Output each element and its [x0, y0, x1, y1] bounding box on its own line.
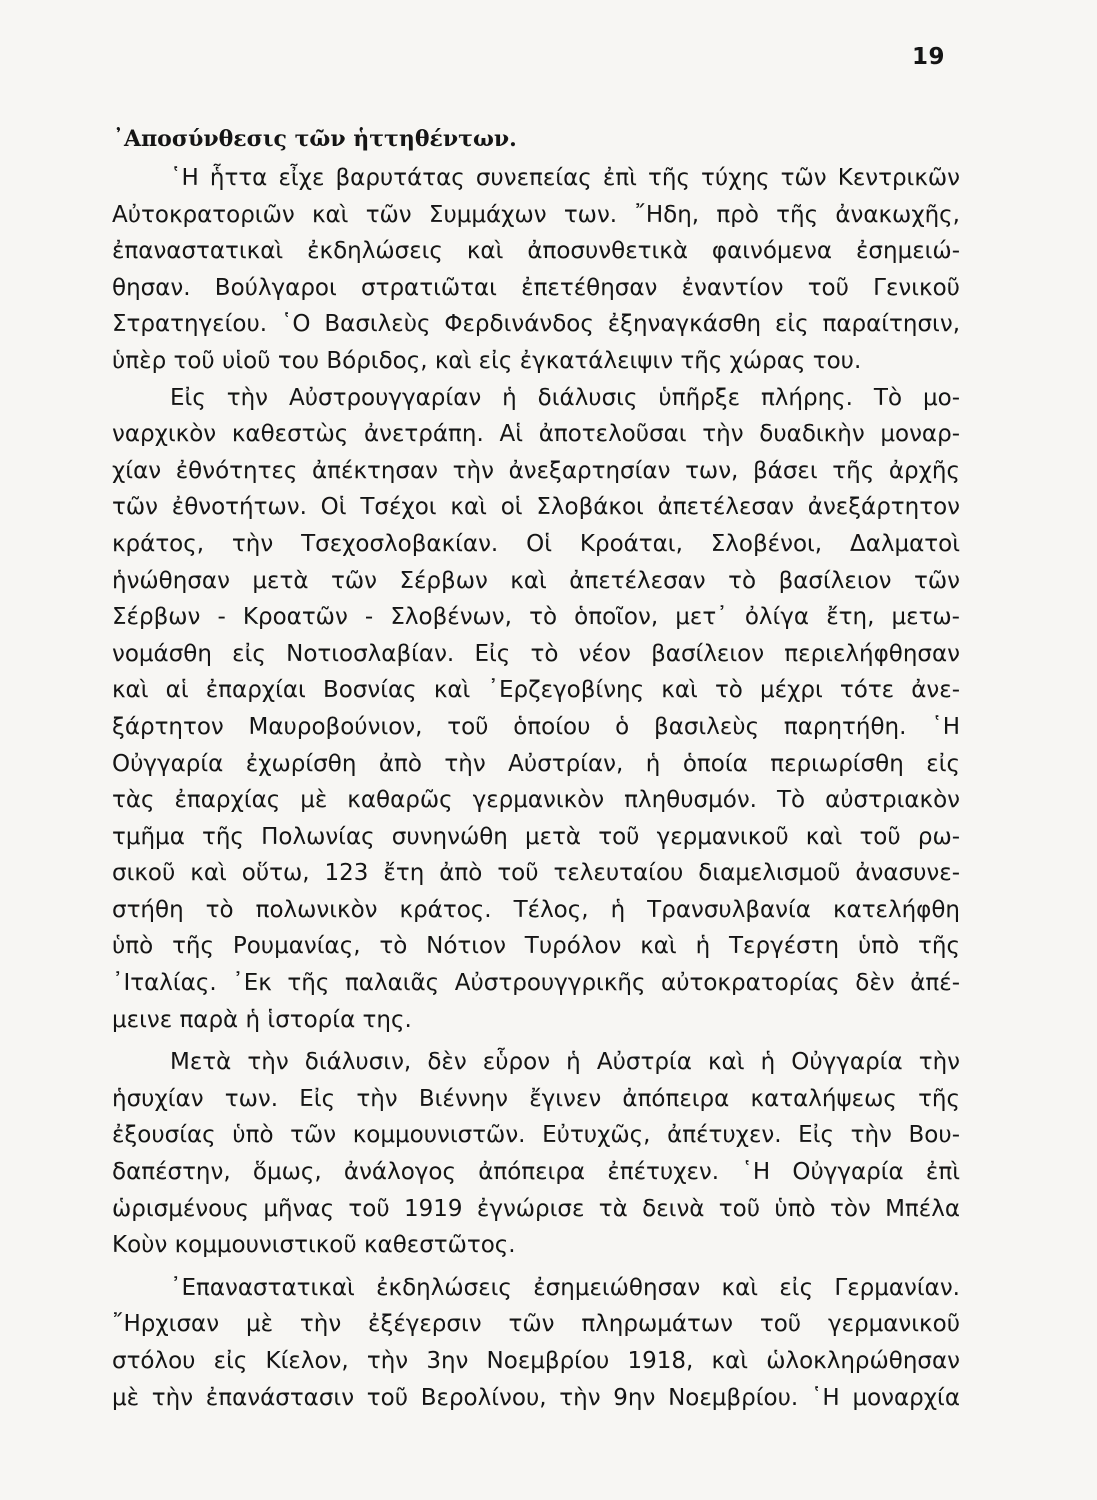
text-line: Κοὺν κομμουνιστικοῦ καθεστῶτος. [112, 1232, 516, 1259]
section-heading: ᾽Αποσύνθεσις τῶν ἡττηθέντων. [113, 126, 517, 152]
text-line: Αὐτοκρατοριῶν καὶ τῶν Συμμάχων των. ῎Ηδη, πρὸ τῆς ἀνακωχῆς, [112, 201, 960, 228]
text-line: τῶν ἐθνοτήτων. Οἱ Τσέχοι καὶ οἱ Σλοβάκοι ἀπετέλεσαν ἀνεξάρτητον [112, 494, 960, 521]
text-line: ᾽Επαναστατικαὶ ἐκδηλώσεις ἐσημειώθησαν καὶ εἰς Γερμανίαν. [170, 1274, 960, 1301]
text-line: ὑπὸ τῆς Ρουμανίας, τὸ Νότιον Τυρόλον καὶ ἡ Τεργέστη ὑπὸ τῆς [112, 933, 960, 960]
text-line: Οὐγγαρία ἐχωρίσθη ἀπὸ τὴν Αὐστρίαν, ἡ ὁποία περιωρίσθη εἰς [112, 750, 960, 777]
text-line: ἐπαναστατικαὶ ἐκδηλώσεις καὶ ἀποσυνθετικὰ φαινόμενα ἐσημειώ- [112, 238, 960, 265]
paragraph [112, 1270, 960, 1416]
paragraph [112, 1044, 960, 1264]
text-line: τὰς ἐπαρχίας μὲ καθαρῶς γερμανικὸν πληθυσμόν. Τὸ αὐστριακὸν [112, 787, 960, 814]
paragraph [112, 160, 960, 380]
text-line: ἡσυχίαν των. Εἰς τὴν Βιέννην ἔγινεν ἀπόπειρα καταλήψεως τῆς [112, 1085, 960, 1112]
text-line: στόλου εἰς Κίελον, τὴν 3ην Νοεμβρίου 1918, καὶ ὡλοκληρώθησαν [112, 1348, 960, 1374]
text-line: ναρχικὸν καθεστὼς ἀνετράπη. Αἱ ἀποτελοῦσαι τὴν δυαδικὴν μοναρ- [112, 421, 960, 448]
text-line: δαπέστην, ὅμως, ἀνάλογος ἀπόπειρα ἐπέτυχεν. ῾Η Οὐγγαρία ἐπὶ [112, 1159, 960, 1186]
text-line: Μετὰ τὴν διάλυσιν, δὲν εὗρον ἡ Αὐστρία καὶ ἡ Οὐγγαρία τὴν [170, 1049, 960, 1076]
text-line: ὡρισμένους μῆνας τοῦ 1919 ἐγνώρισε τὰ δεινὰ τοῦ ὑπὸ τὸν Μπέλα [112, 1195, 960, 1222]
text-line: Στρατηγείου. ῾Ο Βασιλεὺς Φερδινάνδος ἐξηναγκάσθη εἰς παραίτησιν, [112, 311, 960, 338]
text-line: καὶ αἱ ἐπαρχίαι Βοσνίας καὶ ᾽Ερζεγοβίνης καὶ τὸ μέχρι τότε ἀνε- [112, 677, 960, 704]
text-line: ῎Ηρχισαν μὲ τὴν ἐξέγερσιν τῶν πληρωμάτων τοῦ γερμανικοῦ [112, 1311, 960, 1338]
text-line: τμῆμα τῆς Πολωνίας συνηνώθη μετὰ τοῦ γερμανικοῦ καὶ τοῦ ρω- [112, 823, 960, 850]
text-line: ξάρτητον Μαυροβούνιον, τοῦ ὁποίου ὁ βασιλεὺς παρητήθη. ῾Η [112, 713, 960, 740]
text-line: ἐξουσίας ὑπὸ τῶν κομμουνιστῶν. Εὐτυχῶς, ἀπέτυχεν. Εἰς τὴν Βου- [112, 1122, 960, 1149]
text-line: χίαν ἐθνότητες ἀπέκτησαν τὴν ἀνεξαρτησίαν των, βάσει τῆς ἀρχῆς [112, 457, 960, 484]
text-line: στήθη τὸ πολωνικὸν κράτος. Τέλος, ἡ Τρανσυλβανία κατελήφθη [112, 896, 960, 923]
text-line: ᾽Ιταλίας. ᾽Εκ τῆς παλαιᾶς Αὐστρουγγρικῆς αὐτοκρατορίας δὲν ἀπέ- [112, 970, 960, 997]
page-number: 19 [912, 44, 946, 70]
body-text [112, 160, 960, 1416]
text-line: ῾Η ἧττα εἶχε βαρυτάτας συνεπείας ἐπὶ τῆς τύχης τῶν Κεντρικῶν [170, 165, 960, 191]
text-line: Σέρβων - Κροατῶν - Σλοβένων, τὸ ὁποῖον, μετ᾽ ὀλίγα ἔτη, μετω- [112, 604, 960, 631]
text-line: ἡνώθησαν μετὰ τῶν Σέρβων καὶ ἀπετέλεσαν τὸ βασίλειον τῶν [112, 567, 960, 594]
text-line: Εἰς τὴν Αὐστρουγγαρίαν ἡ διάλυσις ὑπῆρξε πλήρης. Τὸ μο- [170, 384, 960, 411]
text-line: θησαν. Βούλγαροι στρατιῶται ἐπετέθησαν ἐναντίον τοῦ Γενικοῦ [112, 274, 960, 301]
paragraph [112, 380, 960, 1039]
text-line: νομάσθη εἰς Νοτιοσλαβίαν. Εἰς τὸ νέον βασίλειον περιελήφθησαν [112, 640, 960, 667]
text-line: μὲ τὴν ἐπανάστασιν τοῦ Βερολίνου, τὴν 9ην Νοεμβρίου. ῾Η μοναρχία [112, 1384, 960, 1411]
text-line: ὑπὲρ τοῦ υἱοῦ του Βόριδος, καὶ εἰς ἐγκατάλειψιν τῆς χώρας του. [112, 347, 862, 374]
text-line: μεινε παρὰ ἡ ἱστορία της. [112, 1006, 412, 1033]
text-line: σικοῦ καὶ οὕτω, 123 ἔτη ἀπὸ τοῦ τελευταίου διαμελισμοῦ ἀνασυνε- [112, 860, 960, 887]
text-line: κράτος, τὴν Τσεχοσλοβακίαν. Οἱ Κροάται, Σλοβένοι, Δαλματοὶ [112, 530, 960, 557]
